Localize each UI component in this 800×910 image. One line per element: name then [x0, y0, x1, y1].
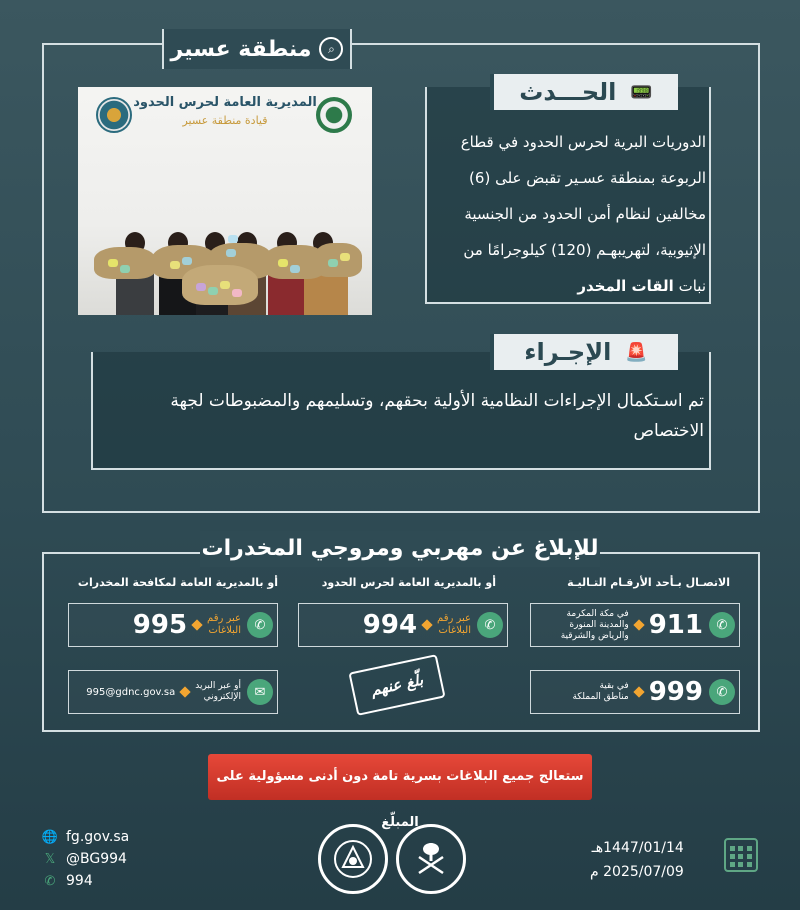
x-twitter-icon: 𝕏 — [44, 851, 56, 867]
report-title: للإبلاغ عن مهربي ومروجي المخدرات — [200, 531, 600, 567]
khat-bag — [314, 243, 362, 277]
event-line — [428, 268, 706, 304]
photo-org-title: المديرية العامة لحرس الحدود — [133, 95, 317, 110]
hotline-desc: عبر رقم — [207, 613, 241, 624]
event-title-bar — [490, 74, 678, 110]
region-tag — [162, 29, 352, 69]
hotline-desc: والمدينة المنورة — [569, 619, 629, 630]
phone-icon: ✆ — [477, 612, 503, 638]
hotline-994-card[interactable] — [298, 603, 508, 647]
diamond-icon — [191, 619, 202, 630]
phone-icon: ✆ — [709, 612, 735, 638]
col3-head: أو بالمديرية العامة لمكافحة المخدرات — [77, 576, 278, 589]
event-body — [428, 124, 706, 304]
diamond-icon — [633, 619, 644, 630]
action-title: الإجـراء — [524, 338, 612, 366]
email-desc: الإلكتروني — [203, 692, 241, 702]
hijri-date: 1447/01/14هـ — [591, 840, 684, 856]
report-stamp: بلّغ عنهم — [348, 654, 445, 716]
email-address[interactable]: 995@gdnc.gov.sa — [86, 686, 176, 698]
dates — [590, 836, 684, 884]
footer-links — [42, 826, 129, 892]
hotline-desc: في مكة المكرمة — [566, 608, 629, 619]
col1-head: الاتصـال بـأحد الأرقـام التـاليـة — [567, 576, 730, 589]
event-line: الدوريات البرية لحرس الحدود في قطاع — [460, 133, 706, 151]
siren-icon: 🚨 — [625, 341, 648, 363]
hotline-number[interactable]: 999 — [648, 677, 703, 707]
hotline-995-card[interactable] — [68, 603, 278, 647]
walkie-talkie-icon: 📟 — [630, 81, 653, 103]
hotline-desc: عبر رقم — [437, 613, 471, 624]
event-line: مخالفين لنظام أمن الحدود من الجنسية — [464, 205, 706, 223]
border-guard-logo-icon — [318, 824, 388, 894]
seizure-photo — [78, 87, 372, 315]
hotline-999-card[interactable] — [530, 670, 740, 714]
region-label: منطقة عسير — [170, 36, 312, 62]
saudi-emblem-icon — [316, 97, 352, 133]
hotline-desc: البلاغات — [208, 625, 241, 636]
phone-icon: ✆ — [709, 679, 735, 705]
email-card[interactable] — [68, 670, 278, 714]
confidentiality-alert: ستعالج جميع البلاغات بسرية تامة دون أدنى مسؤولية على المبلّغ — [208, 754, 592, 800]
photo-org-subtitle: قيادة منطقة عسير — [182, 114, 268, 127]
diamond-icon — [633, 686, 644, 697]
hotline-number[interactable]: 994 — [362, 610, 418, 640]
phone-icon: ✆ — [44, 873, 56, 889]
phone-link[interactable]: 994 — [66, 873, 93, 889]
border-guard-emblem-icon — [96, 97, 132, 133]
event-title: الحـــدث — [519, 78, 617, 106]
twitter-link[interactable]: @BG994 — [66, 851, 127, 867]
event-line: الربوعة بمنطقة عسـير تقبض على (6) — [469, 169, 706, 187]
action-body: تم اسـتكمال الإجراءات النظامية الأولية بحقهم، وتسليمهم والمضبوطات لجهة الاختصاص — [170, 391, 704, 441]
mail-icon: ✉ — [247, 679, 273, 705]
gregorian-date: 2025/07/09 م — [590, 864, 684, 880]
diamond-icon — [180, 686, 191, 697]
khat-bag — [94, 247, 156, 279]
event-line: الإثيوبية، لتهريبهـم (120) كيلوجرامًا من — [463, 241, 706, 259]
hotline-number[interactable]: 911 — [648, 610, 703, 640]
event-line-bold: القات المخدر — [577, 277, 674, 295]
phone-icon: ✆ — [247, 612, 273, 638]
hotline-desc: البلاغات — [438, 625, 471, 636]
hotline-number[interactable]: 995 — [132, 610, 188, 640]
hotline-desc: مناطق المملكة — [572, 692, 629, 702]
hotline-desc: والرياض والشرقية — [560, 630, 629, 641]
event-line-prefix: نبات — [673, 277, 706, 295]
globe-icon: 🌐 — [41, 829, 59, 845]
hotline-911-card[interactable] — [530, 603, 740, 647]
action-title-bar — [490, 334, 678, 370]
email-desc: أو عبر البريد — [195, 681, 241, 691]
col2-head: أو بالمديرية العامة لحرس الحدود — [321, 576, 496, 589]
saudi-emblem-logo-icon — [396, 824, 466, 894]
hotline-desc: في بقية — [599, 681, 629, 691]
calendar-icon — [724, 838, 758, 872]
website-link[interactable]: fg.gov.sa — [66, 829, 130, 845]
diamond-icon — [421, 619, 432, 630]
map-search-icon: ⌕ — [319, 37, 343, 61]
